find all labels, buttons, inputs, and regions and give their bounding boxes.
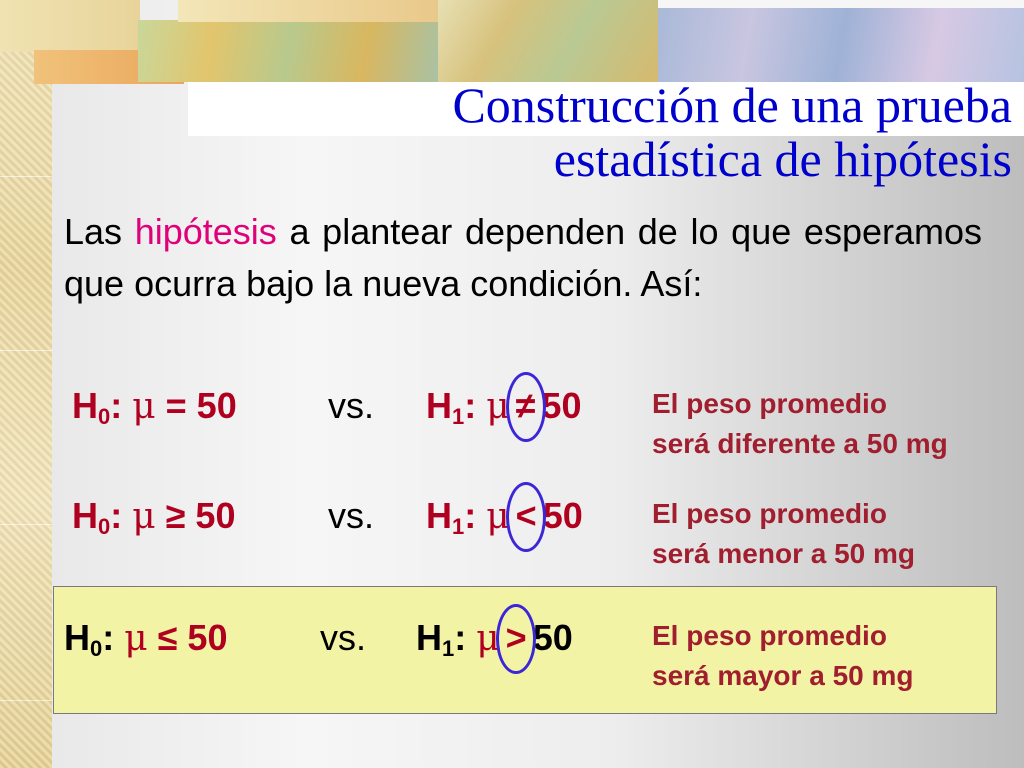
mu-symbol: μ	[124, 618, 148, 659]
decorative-leaf-banner	[0, 0, 1024, 88]
alternative-hypothesis: $H_1$: μ > 50	[416, 616, 573, 671]
title-line-1: Construcción de una prueba	[452, 77, 1012, 133]
versus-label: vs.	[328, 385, 375, 426]
operator-circle	[496, 604, 536, 674]
hypothesis-row-2	[0, 494, 1024, 594]
operator-symbol: ≠	[515, 385, 536, 426]
intro-text-before: Las	[64, 211, 135, 252]
alternative-hypothesis: $H_1$: μ ≠ 50	[426, 384, 581, 439]
versus-label: vs.	[320, 617, 367, 658]
mu-symbol: μ	[486, 496, 510, 537]
operator-circle	[506, 482, 546, 552]
intro-text-after: a plantear dependen de lo que esperamos que ocurra bajo la nueva condición. Así:	[64, 211, 983, 304]
page-title	[112, 78, 1012, 186]
title-line-2: estadística de hipótesis	[553, 131, 1012, 187]
mu-symbol: μ	[476, 618, 500, 659]
row-note: El peso promedio será mayor a 50 mg	[652, 620, 914, 691]
row-note: El peso promedio será menor a 50 mg	[652, 498, 916, 569]
null-hypothesis: $H_0$: μ = 50	[72, 385, 237, 429]
hypothesis-row-1	[0, 384, 1024, 484]
mu-symbol: μ	[486, 386, 510, 427]
alternative-hypothesis: $H_1$: μ < 50	[426, 494, 583, 549]
mu-symbol: μ	[132, 386, 156, 427]
mu-symbol: μ	[132, 496, 156, 537]
operator-symbol: <	[515, 495, 537, 536]
operator-circle	[506, 372, 546, 442]
operator-symbol: >	[505, 617, 527, 658]
hypothesis-row-3	[0, 616, 1024, 716]
null-hypothesis: $H_0$: μ ≥ 50	[72, 495, 236, 539]
intro-paragraph	[64, 206, 982, 310]
versus-label: vs.	[328, 495, 375, 536]
null-hypothesis: $H_0$: μ ≤ 50	[64, 617, 228, 661]
intro-highlight-word: hipótesis	[134, 211, 277, 252]
row-note: El peso promedio será diferente a 50 mg	[652, 388, 948, 459]
